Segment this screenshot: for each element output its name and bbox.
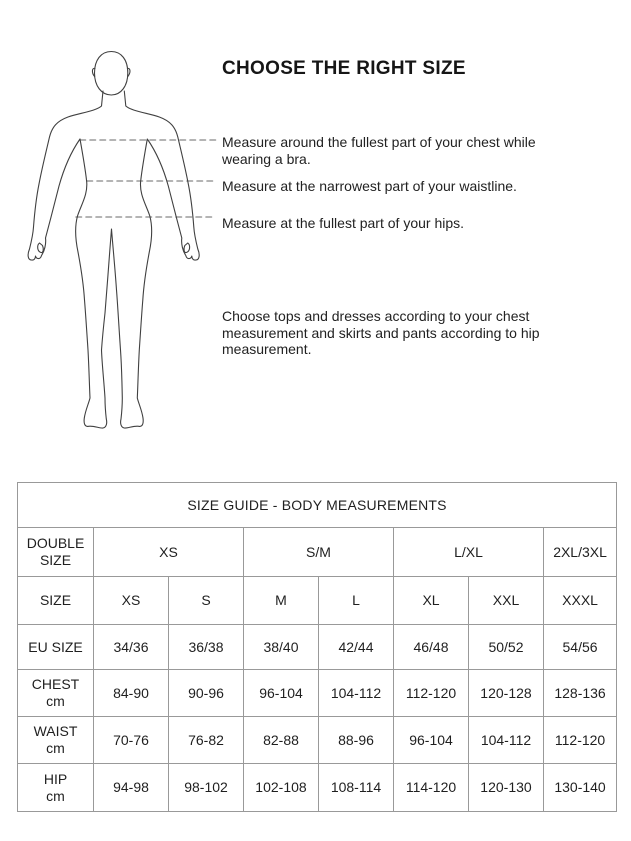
- chest-cell: 112-120: [394, 670, 469, 717]
- waist-cell: 104-112: [469, 717, 544, 764]
- eu-size-cell: 36/38: [169, 625, 244, 670]
- chest-cell: 128-136: [544, 670, 617, 717]
- hip-label: HIP: [43, 770, 68, 787]
- waist-label: WAIST: [33, 723, 78, 740]
- eu-size-row: [18, 625, 617, 670]
- table-title: SIZE GUIDE - BODY MEASUREMENTS: [18, 483, 617, 528]
- eu-size-cell: 50/52: [469, 625, 544, 670]
- hip-cell: 94-98: [94, 764, 169, 812]
- double-size-cell: L/XL: [394, 528, 544, 577]
- size-guide-table: [17, 482, 617, 812]
- eu-size-cell: 42/44: [319, 625, 394, 670]
- head-outline: [95, 52, 128, 96]
- row-label-size: SIZE: [18, 577, 94, 625]
- size-cell: XXXL: [544, 577, 617, 625]
- row-label-eu-size: EU SIZE: [18, 625, 94, 670]
- hip-cell: 120-130: [469, 764, 544, 812]
- waist-row: [18, 717, 617, 764]
- eu-size-cell: 38/40: [244, 625, 319, 670]
- hip-cell: 130-140: [544, 764, 617, 812]
- hand-left-detail: [38, 243, 44, 253]
- row-label-hip: [18, 764, 94, 812]
- hip-cell: 98-102: [169, 764, 244, 812]
- page-title: CHOOSE THE RIGHT SIZE: [222, 58, 466, 79]
- size-cell: XS: [94, 577, 169, 625]
- table-title-row: [18, 483, 617, 528]
- sizing-note: Choose tops and dresses according to your chest measurement and skirts and pants according to hip measurement.: [222, 308, 540, 357]
- size-cell: XL: [394, 577, 469, 625]
- eu-size-cell: 34/36: [94, 625, 169, 670]
- chest-cell: 120-128: [469, 670, 544, 717]
- instruction-hips: Measure at the fullest part of your hips.: [222, 215, 465, 231]
- double-size-cell: S/M: [244, 528, 394, 577]
- instruction-waist: Measure at the narrowest part of your waistline.: [222, 178, 517, 194]
- row-label-chest: [18, 670, 94, 717]
- body-outline: [28, 91, 199, 428]
- hip-cell: 102-108: [244, 764, 319, 812]
- double-size-row: [18, 528, 617, 577]
- size-cell: S: [169, 577, 244, 625]
- waist-cell: 96-104: [394, 717, 469, 764]
- size-row: [18, 577, 617, 625]
- eu-size-cell: 54/56: [544, 625, 617, 670]
- row-label-double-size: DOUBLE SIZE: [18, 528, 94, 577]
- chest-row: [18, 670, 617, 717]
- chest-cell: 84-90: [94, 670, 169, 717]
- chest-label: CHEST: [31, 676, 80, 693]
- waist-cell: 76-82: [169, 717, 244, 764]
- row-label-waist: [18, 717, 94, 764]
- chest-unit: cm: [46, 693, 65, 709]
- double-size-cell: XS: [94, 528, 244, 577]
- size-cell: M: [244, 577, 319, 625]
- hip-cell: 108-114: [319, 764, 394, 812]
- waist-cell: 82-88: [244, 717, 319, 764]
- waist-cell: 88-96: [319, 717, 394, 764]
- hand-right-detail: [184, 243, 190, 253]
- waist-cell: 112-120: [544, 717, 617, 764]
- size-cell: XXL: [469, 577, 544, 625]
- chest-cell: 104-112: [319, 670, 394, 717]
- chest-cell: 96-104: [244, 670, 319, 717]
- chest-cell: 90-96: [169, 670, 244, 717]
- hip-unit: cm: [46, 787, 65, 804]
- eu-size-cell: 46/48: [394, 625, 469, 670]
- waist-cell: 70-76: [94, 717, 169, 764]
- size-cell: L: [319, 577, 394, 625]
- double-size-cell: 2XL/3XL: [544, 528, 617, 577]
- instruction-chest: Measure around the fullest part of your chest while wearing a bra.: [222, 134, 536, 167]
- hip-row: [18, 764, 617, 812]
- waist-unit: cm: [46, 740, 65, 756]
- hip-cell: 114-120: [394, 764, 469, 812]
